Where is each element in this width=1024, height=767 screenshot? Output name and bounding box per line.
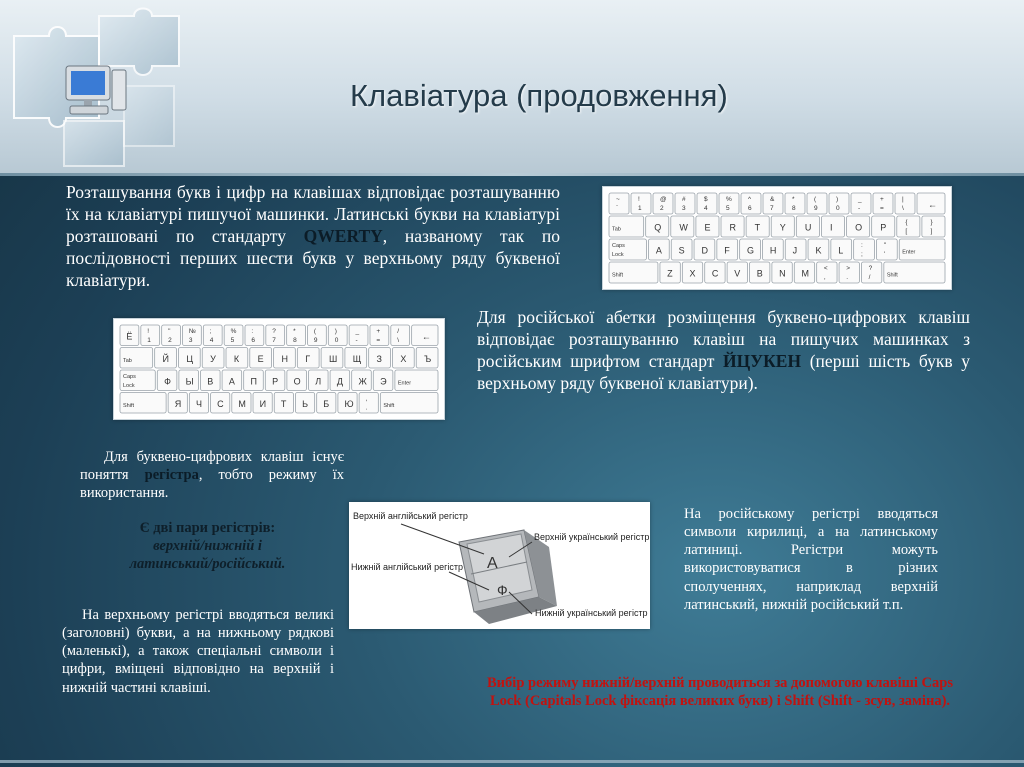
svg-text:Caps: Caps bbox=[123, 374, 136, 380]
svg-text:J: J bbox=[792, 245, 798, 256]
svg-text:6: 6 bbox=[251, 337, 256, 344]
svg-text:Ч: Ч bbox=[195, 398, 202, 409]
keyboard-key bbox=[162, 325, 181, 346]
svg-text:4: 4 bbox=[209, 337, 214, 344]
svg-text:Т: Т bbox=[280, 398, 287, 409]
svg-text:-: - bbox=[355, 337, 358, 344]
svg-text:I: I bbox=[830, 222, 833, 233]
keyboard-key bbox=[861, 262, 881, 283]
keyboard-key bbox=[345, 348, 367, 369]
svg-text:0: 0 bbox=[334, 337, 339, 344]
svg-text:!: ! bbox=[147, 328, 150, 335]
paragraph-mode-switch: Вибір режиму нижній/верхній проводиться за допомогою клавіші Caps Lock (Capitals Lock фіксація великих букв) і Shift (Shift - зсув, заміна). bbox=[487, 675, 953, 710]
svg-text:U: U bbox=[804, 222, 812, 233]
svg-text:Ь: Ь bbox=[302, 398, 308, 409]
svg-text:_: _ bbox=[858, 196, 862, 203]
keyboard-key bbox=[141, 325, 160, 346]
svg-text:": " bbox=[883, 242, 887, 249]
key-register-diagram bbox=[349, 502, 650, 629]
svg-text:Ш: Ш bbox=[329, 353, 338, 364]
keyboard-key bbox=[796, 216, 819, 237]
keyboard-key bbox=[821, 216, 844, 237]
keyboard-key bbox=[373, 370, 393, 391]
keyboard-key bbox=[922, 216, 945, 237]
keyboard-key bbox=[653, 193, 673, 214]
keyboard-key bbox=[609, 193, 629, 214]
svg-text:(: ( bbox=[313, 328, 317, 335]
keyboard-key bbox=[359, 393, 378, 414]
svg-text:;: ; bbox=[209, 328, 212, 335]
keyboard-key bbox=[297, 348, 319, 369]
svg-text:=: = bbox=[376, 337, 381, 344]
keyboard-key bbox=[253, 393, 272, 414]
keyboard-key bbox=[295, 393, 314, 414]
keyboard-key bbox=[349, 325, 368, 346]
svg-text:1: 1 bbox=[147, 337, 151, 344]
svg-text:@: @ bbox=[660, 196, 667, 203]
svg-text:/: / bbox=[397, 328, 400, 335]
keyword-jcuken: ЙЦУКЕН bbox=[723, 350, 802, 371]
svg-text:`: ` bbox=[616, 205, 619, 212]
svg-text:А: А bbox=[228, 376, 235, 387]
svg-text::: : bbox=[861, 242, 863, 249]
keyboard-key bbox=[851, 193, 871, 214]
keyboard-key bbox=[876, 239, 897, 260]
svg-text:Lock: Lock bbox=[612, 252, 624, 258]
svg-text:С: С bbox=[217, 398, 224, 409]
svg-text:№: № bbox=[188, 328, 196, 335]
keyboard-key bbox=[202, 348, 224, 369]
svg-text:Ё: Ё bbox=[126, 331, 133, 342]
keyboard-key bbox=[200, 370, 220, 391]
keyboard-key bbox=[854, 239, 875, 260]
keyboard-key bbox=[721, 216, 744, 237]
keyboard-key bbox=[287, 325, 306, 346]
keyboard-key bbox=[330, 370, 350, 391]
svg-text:): ) bbox=[836, 196, 839, 203]
svg-text:}: } bbox=[930, 219, 933, 226]
svg-text:M: M bbox=[801, 268, 809, 279]
keyboard-key bbox=[266, 325, 285, 346]
svg-text:&: & bbox=[770, 196, 775, 203]
label-lower-ukr: Нижній український регістр bbox=[535, 608, 648, 618]
keyboard-key bbox=[250, 348, 272, 369]
keyboard-key bbox=[705, 262, 725, 283]
svg-text:Q: Q bbox=[654, 222, 662, 233]
svg-text:A: A bbox=[655, 245, 662, 256]
paragraph-jcuken: Для російської абетки розміщення буквено-цифрових клавіш відповідає розташуванню клавіш на пишучих машинках з російським шрифтом стандарт ЙЦУКЕН (перші шість букв у верхньому ряду буквеної клавіатури). bbox=[477, 307, 970, 393]
keyboard-key bbox=[120, 370, 155, 391]
keyboard-key bbox=[671, 216, 694, 237]
keyboard-key bbox=[395, 370, 438, 391]
keyboard-key bbox=[785, 193, 805, 214]
keyboard-key bbox=[321, 348, 343, 369]
svg-text:Lock: Lock bbox=[123, 383, 135, 389]
svg-text:5: 5 bbox=[726, 205, 730, 212]
keyboard-key bbox=[380, 393, 438, 414]
keyboard-key bbox=[872, 216, 895, 237]
svg-text:8: 8 bbox=[792, 205, 796, 212]
svg-text:[: [ bbox=[905, 228, 908, 235]
keyboard-key bbox=[287, 370, 307, 391]
keyboard-key bbox=[771, 216, 794, 237]
svg-text:(: ( bbox=[814, 196, 817, 203]
svg-text:5: 5 bbox=[230, 337, 235, 344]
keyboard-key bbox=[895, 193, 915, 214]
label-upper-ukr: Верхній український регістр bbox=[534, 532, 650, 542]
svg-text:O: O bbox=[855, 222, 863, 233]
slide-title: Клавіатура (продовження) bbox=[350, 78, 728, 113]
svg-text:*: * bbox=[792, 196, 795, 203]
svg-text:?: ? bbox=[868, 265, 873, 272]
svg-text:7: 7 bbox=[272, 337, 276, 344]
keyboard-key bbox=[179, 370, 199, 391]
keyboard-key bbox=[609, 239, 646, 260]
svg-text:Е: Е bbox=[257, 353, 264, 364]
computer-icon bbox=[66, 66, 126, 114]
svg-text:Щ: Щ bbox=[352, 353, 362, 364]
keyboard-key bbox=[847, 216, 870, 237]
svg-text::: : bbox=[251, 328, 254, 335]
keyword-register: регістра bbox=[144, 467, 199, 484]
svg-text:R: R bbox=[729, 222, 737, 233]
keyboard-key bbox=[741, 193, 761, 214]
keyboard-key bbox=[317, 393, 336, 414]
keyboard-key bbox=[308, 370, 328, 391]
svg-text:И: И bbox=[259, 398, 267, 409]
keyboard-key bbox=[648, 239, 669, 260]
keyboard-key bbox=[794, 262, 814, 283]
svg-text:П: П bbox=[250, 376, 257, 387]
svg-text:Г: Г bbox=[305, 353, 311, 364]
keyboard-key bbox=[763, 193, 783, 214]
keyboard-key bbox=[839, 262, 859, 283]
keyboard-key bbox=[897, 216, 920, 237]
keyboard-key bbox=[785, 239, 806, 260]
keyboard-key bbox=[697, 193, 717, 214]
svg-text:W: W bbox=[679, 222, 688, 233]
svg-text:Y: Y bbox=[779, 222, 786, 233]
svg-text:Z: Z bbox=[667, 268, 673, 279]
svg-text:Й: Й bbox=[162, 353, 170, 364]
bottom-divider bbox=[0, 760, 1024, 763]
keyboard-key bbox=[307, 325, 326, 346]
svg-text:Ф: Ф bbox=[164, 376, 171, 387]
svg-text:М: М bbox=[238, 398, 246, 409]
svg-text:_: _ bbox=[355, 328, 360, 335]
svg-text:N: N bbox=[779, 268, 786, 279]
svg-text:+: + bbox=[376, 328, 381, 335]
keyboard-key bbox=[224, 325, 243, 346]
keyboard-key bbox=[873, 193, 893, 214]
svg-text:Я: Я bbox=[174, 398, 182, 409]
svg-text:Shift: Shift bbox=[886, 272, 898, 279]
keyboard-key bbox=[352, 370, 372, 391]
svg-text:P: P bbox=[880, 222, 887, 233]
keyboard-key bbox=[631, 193, 651, 214]
svg-text:!: ! bbox=[638, 196, 640, 203]
svg-text:': ' bbox=[883, 251, 886, 258]
keyboard-key bbox=[274, 348, 296, 369]
svg-text:9: 9 bbox=[313, 337, 318, 344]
svg-text:G: G bbox=[747, 245, 755, 256]
keyboard-key bbox=[675, 193, 695, 214]
svg-text:0: 0 bbox=[836, 205, 840, 212]
keyboard-key bbox=[829, 193, 849, 214]
keyboard-key bbox=[392, 348, 414, 369]
svg-text:|: | bbox=[902, 196, 904, 203]
keyboard-key bbox=[660, 262, 680, 283]
svg-text:3: 3 bbox=[682, 205, 686, 212]
keyboard-key bbox=[807, 193, 827, 214]
svg-text:": " bbox=[168, 328, 171, 335]
svg-text:Enter: Enter bbox=[902, 249, 916, 256]
svg-text:K: K bbox=[815, 245, 822, 256]
keyboard-key bbox=[749, 262, 769, 283]
svg-text:Ы: Ы bbox=[185, 376, 194, 387]
label-lower-latin: Нижній англійський регістр bbox=[351, 562, 463, 572]
keyboard-key bbox=[338, 393, 357, 414]
keyboard-key bbox=[211, 393, 230, 414]
svg-text:2: 2 bbox=[660, 205, 664, 212]
svg-text:9: 9 bbox=[814, 205, 818, 212]
keyboard-key bbox=[831, 239, 852, 260]
keyboard-key bbox=[671, 239, 692, 260]
svg-text:.: . bbox=[365, 404, 368, 412]
keyboard-key bbox=[772, 262, 792, 283]
svg-text:%: % bbox=[230, 328, 237, 335]
svg-text:+: + bbox=[880, 196, 884, 203]
keyboard-key bbox=[917, 193, 945, 214]
keyboard-key bbox=[222, 370, 242, 391]
key-lower-letter: Ф bbox=[497, 582, 508, 598]
svg-text:2: 2 bbox=[168, 337, 172, 344]
svg-text:H: H bbox=[769, 245, 777, 256]
keyboard-key bbox=[609, 262, 658, 283]
keyboard-key bbox=[274, 393, 293, 414]
keyboard-key bbox=[694, 239, 715, 260]
svg-text:%: % bbox=[726, 196, 732, 203]
svg-text:Shift: Shift bbox=[383, 402, 395, 409]
keyboard-key bbox=[717, 239, 738, 260]
svg-text:Н: Н bbox=[281, 353, 288, 364]
keyboard-key bbox=[899, 239, 945, 260]
svg-text:{: { bbox=[905, 219, 908, 226]
svg-text:Р: Р bbox=[272, 376, 279, 387]
keyboard-key bbox=[646, 216, 669, 237]
keyboard-key bbox=[740, 239, 761, 260]
svg-text:]: ] bbox=[930, 228, 933, 235]
svg-text:D: D bbox=[701, 245, 708, 256]
svg-text:Ж: Ж bbox=[358, 376, 367, 387]
keyboard-key bbox=[226, 348, 248, 369]
keyboard-key bbox=[808, 239, 829, 260]
svg-text:Shift: Shift bbox=[123, 402, 135, 409]
keyboard-cyrillic-image bbox=[113, 318, 445, 420]
keyboard-key bbox=[157, 370, 177, 391]
svg-text:\: \ bbox=[902, 205, 904, 212]
svg-text:3: 3 bbox=[188, 337, 193, 344]
svg-text:/: / bbox=[868, 274, 871, 281]
svg-text:;: ; bbox=[861, 251, 863, 258]
svg-text:#: # bbox=[682, 196, 686, 203]
svg-text:~: ~ bbox=[616, 196, 620, 203]
svg-text:B: B bbox=[756, 268, 763, 279]
svg-text:Б: Б bbox=[323, 398, 330, 409]
svg-text:Л: Л bbox=[315, 376, 322, 387]
svg-text:T: T bbox=[754, 222, 761, 233]
svg-text:Caps: Caps bbox=[612, 243, 625, 249]
keyboard-key bbox=[189, 393, 208, 414]
keyboard-key bbox=[120, 348, 153, 369]
register-pairs-note: Є дві пари регістрів: верхній/нижній і латинський/російський. bbox=[129, 520, 286, 573]
paragraph-register: Для буквено-цифрових клавіш існує поняття регістра, тобто режиму їх використання. bbox=[80, 449, 345, 502]
svg-text:1: 1 bbox=[638, 205, 642, 212]
svg-text:F: F bbox=[724, 245, 730, 256]
svg-text:Х: Х bbox=[400, 353, 407, 364]
paragraph-upper-register: На верхньому регістрі вводяться великі (заголовні) букви, а на нижньому рядкові (маленькі), а також спеціальні символи і цифри, вміщені відповідно на верхній і нижній частині клавіші. bbox=[62, 607, 334, 696]
svg-text:У: У bbox=[210, 353, 216, 364]
svg-text:←: ← bbox=[928, 199, 937, 210]
svg-text:): ) bbox=[334, 328, 337, 335]
svg-text:Shift: Shift bbox=[612, 272, 624, 279]
keyboard-key bbox=[746, 216, 769, 237]
keyboard-key bbox=[416, 348, 438, 369]
svg-text:Д: Д bbox=[336, 376, 343, 387]
svg-text:V: V bbox=[734, 268, 741, 279]
svg-text:Tab: Tab bbox=[123, 357, 132, 364]
svg-text:←: ← bbox=[421, 331, 431, 342]
svg-text:К: К bbox=[233, 353, 240, 364]
keyboard-key bbox=[265, 370, 285, 391]
svg-text:*: * bbox=[293, 328, 296, 335]
keyboard-key bbox=[168, 393, 187, 414]
keyboard-key bbox=[120, 325, 139, 346]
keyboard-key bbox=[244, 370, 264, 391]
svg-text:^: ^ bbox=[748, 196, 752, 203]
svg-text:=: = bbox=[880, 205, 884, 212]
keyboard-key bbox=[391, 325, 410, 346]
svg-text:S: S bbox=[678, 245, 685, 256]
svg-text:О: О bbox=[293, 376, 301, 387]
paragraph-qwerty: Розташування букв і цифр на клавішах відповідає розташуванню їх на клавіатурі пишучої машинки. Латинські букви на клавіатурі розташовані по стандарту QWERTY, названому так по послідовності перших шести букв у верхньому ряду буквеної клавіатури. bbox=[66, 182, 561, 290]
svg-text:4: 4 bbox=[704, 205, 708, 212]
svg-text:-: - bbox=[858, 205, 861, 212]
puzzle-decoration bbox=[4, 6, 184, 171]
keyboard-key bbox=[203, 325, 222, 346]
svg-text:Э: Э bbox=[380, 376, 387, 387]
svg-text:?: ? bbox=[272, 328, 276, 335]
svg-text:8: 8 bbox=[293, 337, 297, 344]
keyboard-key bbox=[609, 216, 644, 237]
keyboard-key bbox=[817, 262, 837, 283]
keyboard-key bbox=[696, 216, 719, 237]
keyboard-key bbox=[178, 348, 200, 369]
keyboard-key bbox=[232, 393, 251, 414]
keyboard-key bbox=[120, 393, 166, 414]
svg-text:X: X bbox=[689, 268, 696, 279]
keyboard-key bbox=[412, 325, 438, 346]
svg-text:В: В bbox=[207, 376, 214, 387]
paragraph-russian-register: На російському регістрі вводяться символи кирилиці, а на латинському латиниці. Регістри можуть використовуватися в різних сполученнях, наприклад верхній латинський, нижній російський т.п. bbox=[684, 506, 938, 613]
svg-text:<: < bbox=[823, 265, 828, 272]
svg-text:Ц: Ц bbox=[186, 353, 194, 364]
svg-text:Enter: Enter bbox=[397, 380, 412, 387]
keyboard-key bbox=[182, 325, 201, 346]
label-upper-latin: Верхній англійський регістр bbox=[353, 511, 468, 521]
svg-text:Ъ: Ъ bbox=[424, 353, 432, 364]
keyboard-key bbox=[719, 193, 739, 214]
svg-text:>: > bbox=[846, 265, 851, 272]
keyboard-key bbox=[370, 325, 389, 346]
svg-text:L: L bbox=[838, 245, 844, 256]
svg-text:C: C bbox=[711, 268, 719, 279]
keyboard-latin-image bbox=[602, 186, 952, 290]
keyword-qwerty: QWERTY bbox=[303, 225, 383, 246]
keyboard-key bbox=[328, 325, 347, 346]
keyboard-key bbox=[369, 348, 391, 369]
svg-text:Tab: Tab bbox=[612, 226, 621, 233]
svg-text:E: E bbox=[704, 222, 711, 233]
svg-text:.: . bbox=[846, 274, 849, 281]
keyboard-key bbox=[762, 239, 783, 260]
svg-text:\: \ bbox=[397, 337, 400, 344]
key-upper-letter: A bbox=[487, 555, 498, 572]
svg-text:,: , bbox=[823, 274, 826, 281]
svg-text:6: 6 bbox=[748, 205, 752, 212]
svg-text:З: З bbox=[376, 353, 382, 364]
keyboard-key bbox=[155, 348, 177, 369]
svg-text:Ю: Ю bbox=[344, 398, 354, 409]
svg-text:7: 7 bbox=[770, 205, 774, 212]
keyboard-key bbox=[245, 325, 264, 346]
svg-text:$: $ bbox=[704, 196, 708, 203]
svg-text:,: , bbox=[365, 395, 368, 403]
keyboard-key bbox=[727, 262, 747, 283]
keyboard-key bbox=[682, 262, 702, 283]
keyboard-key bbox=[884, 262, 945, 283]
